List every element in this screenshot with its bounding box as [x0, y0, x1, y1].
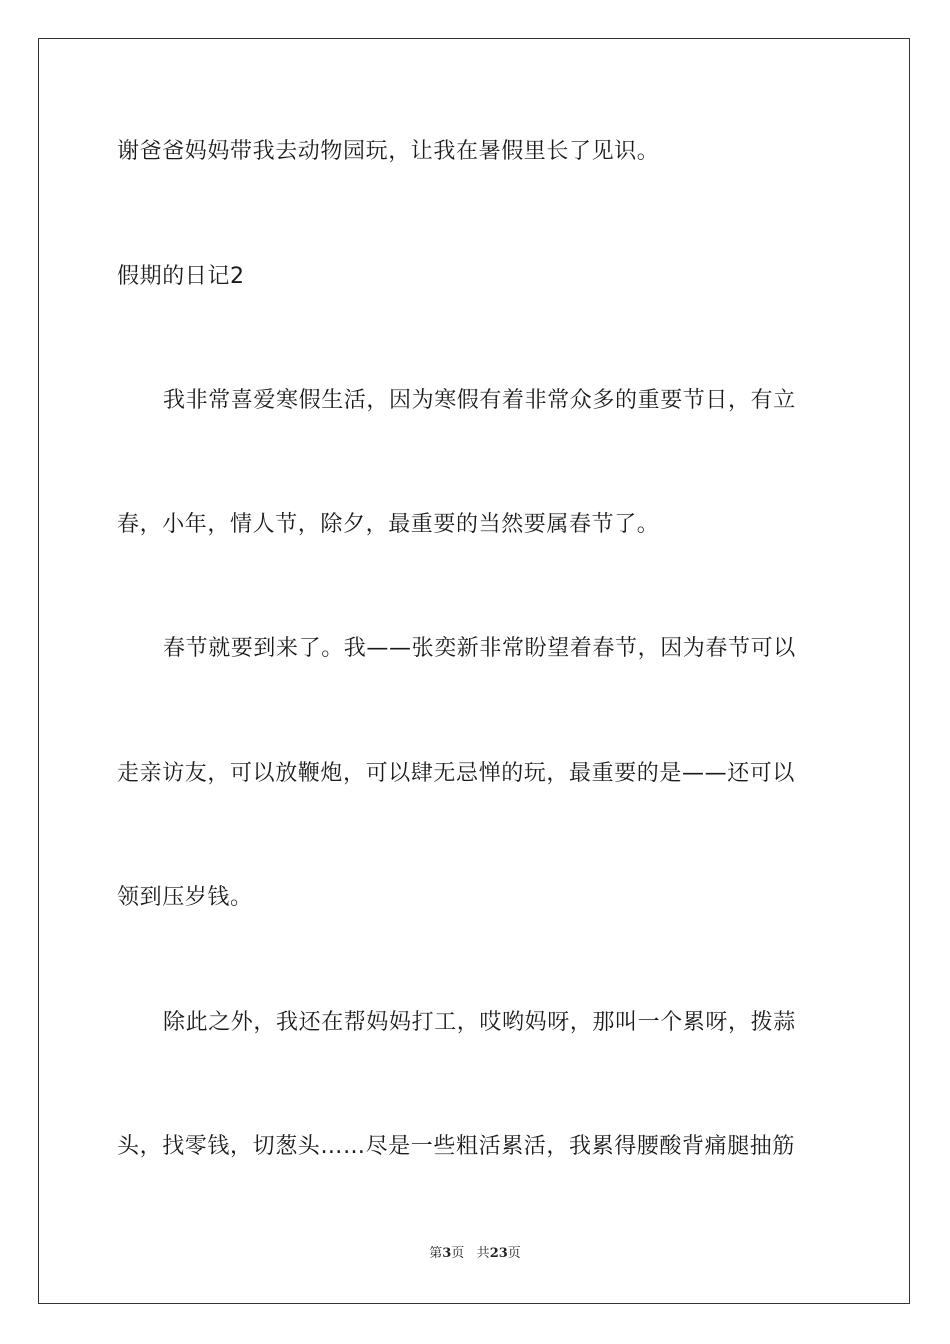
text-line-3: 春，小年，情人节，除夕，最重要的当然要属春节了。	[117, 512, 660, 537]
text-line-1: 谢爸爸妈妈带我去动物园玩，让我在暑假里长了见识。	[117, 139, 660, 164]
page-prefix: 第	[429, 1246, 443, 1261]
text-line-8: 头，找零钱，切葱头……尽是一些粗活累活，我累得腰酸背痛腿抽筋	[117, 1134, 796, 1159]
total-prefix: 共	[476, 1246, 490, 1261]
text-line-2: 我非常喜爱寒假生活，因为寒假有着非常众多的重要节日，有立	[163, 388, 796, 413]
total-pages: 23	[489, 1246, 508, 1261]
page-border	[38, 38, 910, 1304]
page-number: 3	[442, 1246, 452, 1261]
text-line-6: 领到压岁钱。	[117, 885, 253, 910]
page-suffix: 页	[451, 1246, 465, 1261]
section-heading: 假期的日记2	[117, 264, 245, 289]
total-suffix: 页	[507, 1246, 521, 1261]
text-line-7: 除此之外，我还在帮妈妈打工，哎哟妈呀，那叫一个累呀，拨蒜	[163, 1010, 796, 1035]
page-footer	[0, 1245, 950, 1263]
text-line-4: 春节就要到来了。我——张奕新非常盼望着春节，因为春节可以	[163, 636, 796, 661]
text-line-5: 走亲访友，可以放鞭炮，可以肆无忌惮的玩，最重要的是——还可以	[117, 761, 796, 786]
